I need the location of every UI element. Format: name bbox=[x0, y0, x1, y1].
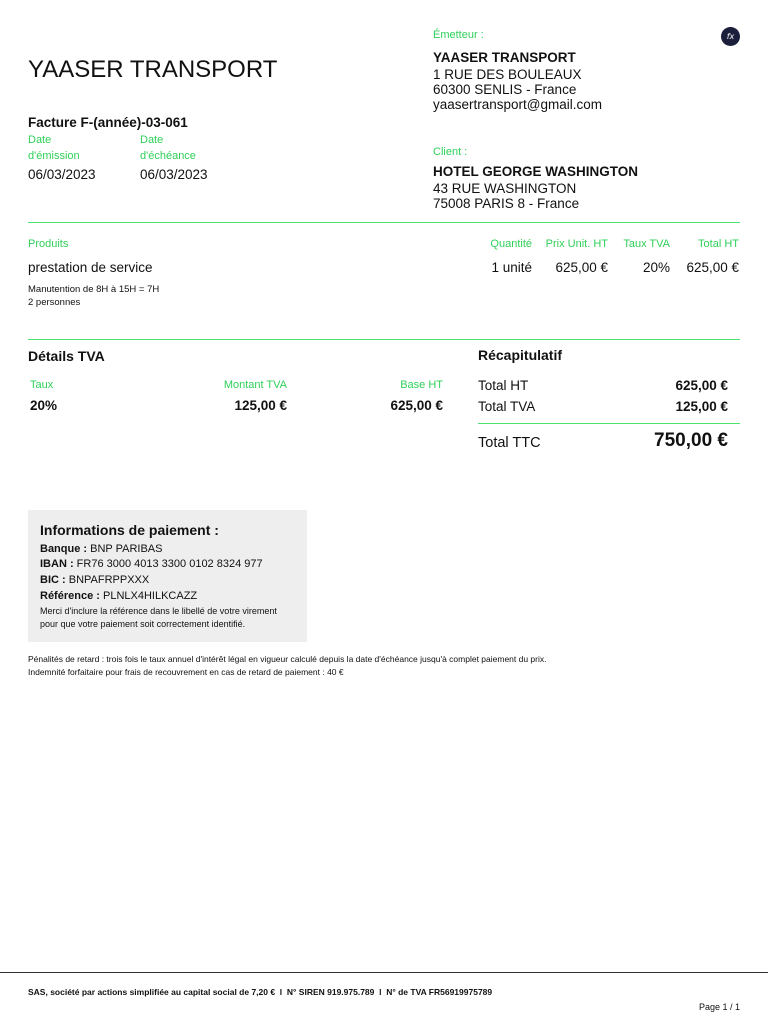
bic-line: BIC : BNPAFRPPXXX bbox=[40, 574, 150, 586]
total-ht-header: Total HT bbox=[698, 238, 739, 250]
total-ht-value: 625,00 € bbox=[675, 378, 728, 393]
due-date-label: Date d'échéance bbox=[140, 134, 196, 162]
total-ht-label: Total HT bbox=[478, 378, 529, 393]
product-vat-rate: 20% bbox=[642, 260, 670, 275]
emission-date: 06/03/2023 bbox=[28, 167, 96, 182]
invoice-number: Facture F-(année)-03-061 bbox=[28, 115, 188, 130]
total-ttc-value: 750,00 € bbox=[654, 430, 728, 451]
divider bbox=[28, 222, 740, 223]
reference-line: Référence : PLNLX4HILKCAZZ bbox=[40, 590, 198, 602]
payment-note-2: pour que votre paiement soit correctement identifié. bbox=[40, 619, 246, 629]
vat-rate-value: 20% bbox=[30, 398, 58, 413]
company-legal-info: SAS, société par actions simplifiée au capital social de 7,20 € l N° SIREN 919.975.789 l N° de TVA FR56919975789 bbox=[28, 987, 493, 997]
due-date: 06/03/2023 bbox=[140, 167, 208, 182]
issuer-name: YAASER TRANSPORT bbox=[433, 50, 576, 65]
payment-title: Informations de paiement : bbox=[40, 522, 219, 538]
page-number: Page 1 / 1 bbox=[698, 1002, 740, 1012]
payment-note-1: Merci d'inclure la référence dans le libellé de votre virement bbox=[40, 606, 277, 616]
client-label: Client : bbox=[433, 146, 468, 158]
recovery-fee-text: Indemnité forfaitaire pour frais de recouvrement en cas de retard de paiement : 40 € bbox=[28, 667, 344, 677]
client-address-1: 43 RUE WASHINGTON bbox=[433, 181, 577, 196]
company-title: YAASER TRANSPORT bbox=[28, 56, 278, 83]
unit-price-header: Prix Unit. HT bbox=[545, 238, 608, 250]
total-ttc-label: Total TTC bbox=[478, 435, 541, 451]
fx-logo-icon: fx bbox=[721, 27, 740, 46]
client-address-2: 75008 PARIS 8 - France bbox=[433, 196, 580, 211]
iban-line: IBAN : FR76 3000 4013 3300 0102 8324 977 bbox=[40, 558, 263, 570]
vat-rate-col-header: Taux bbox=[30, 379, 54, 391]
product-quantity: 1 unité bbox=[491, 260, 532, 275]
vat-base-value: 625,00 € bbox=[390, 398, 443, 413]
products-header: Produits bbox=[28, 238, 69, 250]
payment-info-box bbox=[28, 510, 307, 642]
emission-date-label: Date d'émission bbox=[28, 134, 80, 162]
vat-details-title: Détails TVA bbox=[28, 348, 105, 364]
quantity-header: Quantité bbox=[490, 238, 532, 250]
total-tva-label: Total TVA bbox=[478, 399, 536, 414]
product-note-2: 2 personnes bbox=[28, 297, 81, 308]
issuer-label: Émetteur : bbox=[433, 29, 484, 41]
product-unit-price: 625,00 € bbox=[555, 260, 608, 275]
product-total: 625,00 € bbox=[686, 260, 739, 275]
late-penalty-text: Pénalités de retard : trois fois le taux annuel d'intérêt légal en vigueur calculé depuis la date d'échéance jusqu'à complet paiement du prix. bbox=[28, 654, 547, 664]
product-name: prestation de service bbox=[28, 260, 153, 275]
client-name: HOTEL GEORGE WASHINGTON bbox=[433, 164, 639, 179]
vat-amount-value: 125,00 € bbox=[234, 398, 287, 413]
bank-line: Banque : BNP PARIBAS bbox=[40, 543, 163, 555]
total-tva-value: 125,00 € bbox=[675, 399, 728, 414]
footer-divider bbox=[0, 972, 768, 973]
issuer-address-1: 1 RUE DES BOULEAUX bbox=[433, 67, 582, 82]
vat-amount-col-header: Montant TVA bbox=[223, 379, 287, 391]
product-note-1: Manutention de 8H à 15H = 7H bbox=[28, 284, 160, 295]
vat-rate-header: Taux TVA bbox=[623, 238, 670, 250]
summary-title: Récapitulatif bbox=[478, 347, 563, 363]
issuer-email: yaasertransport@gmail.com bbox=[433, 97, 603, 112]
issuer-address-2: 60300 SENLIS - France bbox=[433, 82, 577, 97]
summary-divider bbox=[478, 423, 740, 424]
divider bbox=[28, 339, 740, 340]
vat-base-col-header: Base HT bbox=[400, 379, 443, 391]
